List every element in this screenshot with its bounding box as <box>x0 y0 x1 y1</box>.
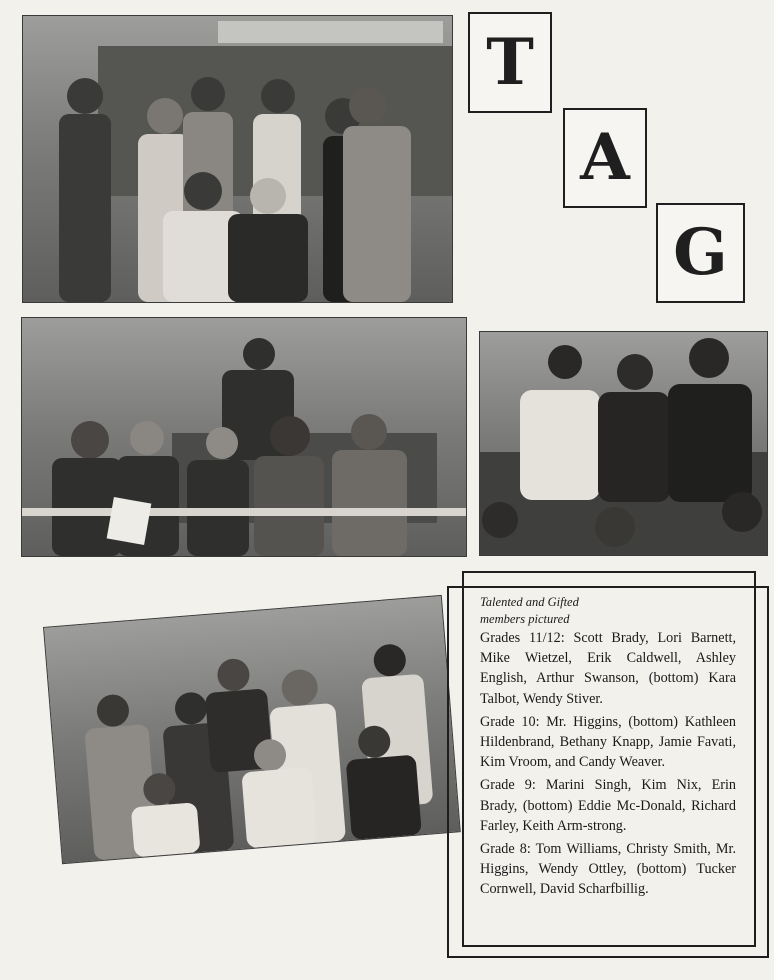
photo-illustration <box>44 596 460 863</box>
letter-a-box <box>563 108 647 208</box>
caption-grade-9: Grade 9: Marini Singh, Kim Nix, Erin Brady, (bottom) Eddie Mc-Donald, Richard Farley, Keith Arm-strong. <box>480 777 736 834</box>
letter-g: G <box>673 215 728 290</box>
letter-g-box <box>656 203 745 303</box>
photo-illustration <box>480 332 767 555</box>
photo-illustration <box>23 16 452 302</box>
group-photo-grade-9 <box>479 331 768 556</box>
letter-t-box <box>468 12 552 113</box>
letter-a: A <box>580 120 630 195</box>
letter-t: T <box>486 24 534 100</box>
caption-intro <box>480 594 736 628</box>
group-photo-grade-8 <box>43 595 461 864</box>
caption-grades-11-12: Grades 11/12: Scott Brady, Lori Barnett, Mike Wietzel, Erik Caldwell, Ashley English, Arthur Swanson, (bottom) Kara Talbot, Wendy Stiver. <box>480 630 736 707</box>
group-photo-grades-11-12 <box>22 15 453 303</box>
caption-grade-10: Grade 10: Mr. Higgins, (bottom) Kathleen Hildenbrand, Bethany Knapp, Jamie Favati, Kim Vroom, and Candy Weaver. <box>480 713 736 771</box>
caption-grade-8: Grade 8: Tom Williams, Christy Smith, Mr. Higgins, Wendy Ottley, (bottom) Tucker Cornwell, David Scharfbillig. <box>480 841 736 898</box>
caption-intro-line-2: members pictured <box>480 612 570 626</box>
caption <box>480 594 736 903</box>
photo-illustration <box>22 318 466 556</box>
caption-intro-line-1: Talented and Gifted <box>480 595 579 609</box>
group-photo-grade-10 <box>21 317 467 557</box>
